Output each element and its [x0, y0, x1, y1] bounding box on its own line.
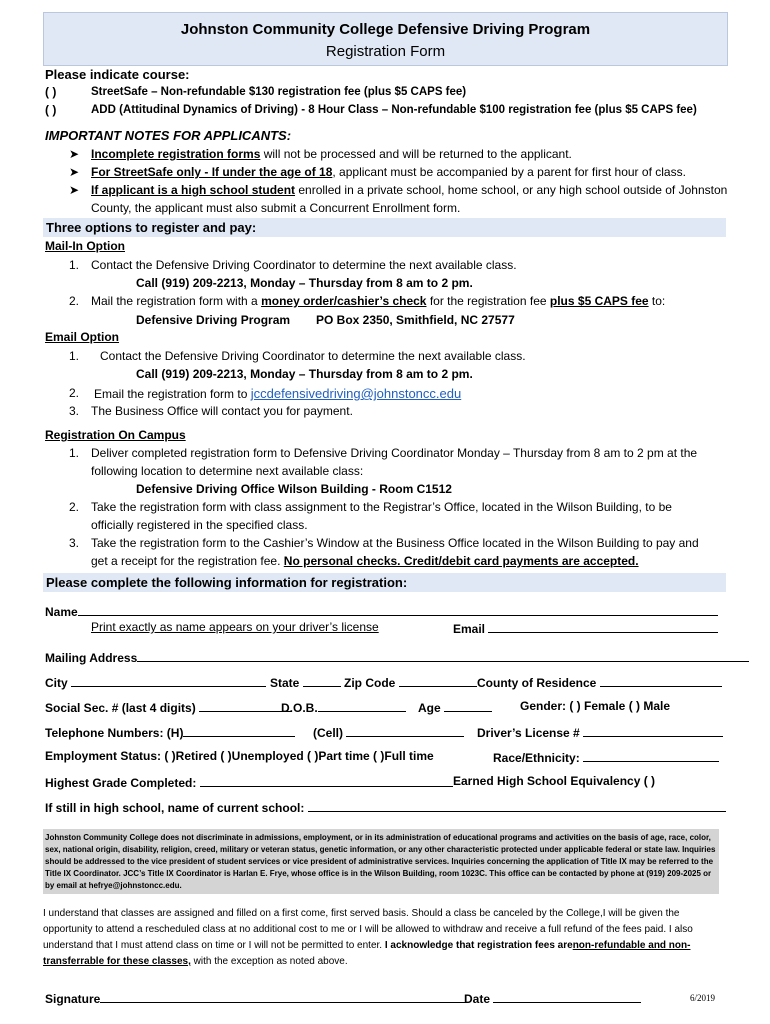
campus-step-1-num: 1.	[69, 446, 80, 460]
dob-field[interactable]: D.O.B.	[281, 699, 406, 716]
campus-step-1-cont: following location to determine next available class:	[91, 464, 364, 478]
email-call-info: Call (919) 209-2213, Monday – Thursday from 8 am to 2 pm.	[136, 367, 473, 381]
mail-step-2: Mail the registration form with a money order/cashier’s check for the registration fee plus $5 CAPS fee to:	[91, 294, 666, 308]
date-field[interactable]: Date	[464, 990, 641, 1007]
arrow-bullet-icon: ➤	[69, 183, 80, 197]
ssn-field[interactable]: Social Sec. # (last 4 digits)	[45, 699, 291, 716]
email-step-3-num: 3.	[69, 404, 80, 418]
equivalency-checkbox[interactable]: Earned High School Equivalency ( )	[453, 774, 656, 788]
age-field[interactable]: Age	[418, 699, 492, 716]
email-address-link[interactable]: jccdefensivedriving@johnstoncc.edu	[250, 386, 462, 401]
email-step-2-num: 2.	[69, 386, 80, 400]
section-options: Three options to register and pay:	[43, 218, 726, 237]
notes-heading: IMPORTANT NOTES FOR APPLICANTS:	[45, 128, 292, 143]
email-heading: Email Option	[45, 330, 120, 344]
mail-step-2-num: 2.	[69, 294, 80, 308]
mailing-address-field[interactable]: Mailing Address	[45, 649, 749, 666]
zip-code-field[interactable]: Zip Code	[344, 674, 477, 691]
mail-address-name: Defensive Driving Program	[136, 313, 291, 327]
mail-step-1-num: 1.	[69, 258, 80, 272]
mail-heading: Mail-In Option	[45, 239, 125, 253]
acknowledgement-text: I understand that classes are assigned and filled on a first come, first served basis. Should a class be canceled by the College,I will be given the opportunity to attend a rescheduled class at no additional cost to me or I will be allowed to withdraw and receive a full refund of the fees paid. I also understand that I must attend class on time or I will not be permitted to enter. I acknowledge that registration fees arenon-refundable and non-transferrable for these classes, with the exception as noted above.	[43, 908, 693, 967]
email-step-3: The Business Office will contact you for payment.	[91, 404, 353, 418]
mail-address-box: PO Box 2350, Smithfield, NC 27577	[316, 313, 515, 327]
name-field[interactable]: Name	[45, 603, 718, 620]
revision-date: 6/2019	[690, 993, 716, 1003]
current-school-field[interactable]: If still in high school, name of current school:	[45, 799, 726, 816]
state-field[interactable]: State	[270, 674, 341, 691]
campus-heading: Registration On Campus	[45, 428, 186, 442]
note-streetsafe-age: For StreetSafe only - If under the age of 18, applicant must be accompanied by a parent for first hour of class.	[91, 165, 686, 179]
email-step-2: Email the registration form to jccdefensivedriving@johnstoncc.edu	[94, 386, 462, 401]
campus-step-3-cont: get a receipt for the registration fee. No personal checks. Credit/debit card payments are accepted.	[91, 554, 639, 568]
county-field[interactable]: County of Residence	[477, 674, 722, 691]
cell-phone-field[interactable]: (Cell)	[313, 724, 464, 741]
course-checkbox-add[interactable]: ( )	[45, 103, 57, 117]
highest-grade-field[interactable]: Highest Grade Completed:	[45, 774, 453, 791]
nondiscrimination-notice: Johnston Community College does not discriminate in admissions, employment, or in its administration of educational programs and activities on the basis of age, race, color, sex, national origin, disability, religion, creed, military or veteran status, genetic information, or any other characteristic protected under applicable federal or state law. Inquiries should be addressed to the vice president of student services or vice president of administrative services. Inquiries concerning the application of Title IX may be referred to the Title IX Coordinator. JCC’s Title IX Coordinator is Harlan E. Frye, whose office is in the Wilson Building, room 1023C. This office can be contacted by phone at (919) 209-2025 or by email at hefrye@johnstoncc.edu.	[43, 829, 719, 894]
form-header	[43, 12, 728, 66]
campus-office: Defensive Driving Office Wilson Building - Room C1512	[136, 482, 452, 496]
course-prompt: Please indicate course:	[45, 67, 190, 82]
campus-step-3: Take the registration form to the Cashier’s Window at the Business Office located in the Wilson Building to pay and	[91, 536, 699, 550]
email-step-1-num: 1.	[69, 349, 80, 363]
form-title: Johnston Community College Defensive Driving Program	[180, 21, 591, 38]
campus-step-2-cont: officially registered in the specified class.	[91, 518, 308, 532]
race-ethnicity-field[interactable]: Race/Ethnicity:	[493, 749, 719, 766]
signature-field[interactable]: Signature	[45, 990, 468, 1007]
form-subtitle: Registration Form	[325, 43, 446, 60]
campus-step-3-num: 3.	[69, 536, 80, 550]
mail-call-info: Call (919) 209-2213, Monday – Thursday from 8 am to 2 pm.	[136, 276, 473, 290]
email-step-1: Contact the Defensive Driving Coordinator to determine the next available class.	[100, 349, 526, 363]
employment-status-selector[interactable]: Employment Status: ( )Retired ( )Unemployed ( )Part time ( )Full time	[45, 749, 434, 763]
campus-step-2-num: 2.	[69, 500, 80, 514]
course-label-add: ADD (Attitudinal Dynamics of Driving) - 8 Hour Class – Non-refundable $100 registration fee (plus $5 CAPS fee)	[91, 104, 697, 116]
course-checkbox-streetsafe[interactable]: ( )	[45, 85, 57, 99]
campus-step-1: Deliver completed registration form to Defensive Driving Coordinator Monday – Thursday from 8 am to 2 pm at the	[91, 446, 698, 460]
note-high-school-cont: County, the applicant must also submit a Concurrent Enrollment form.	[91, 201, 461, 215]
gender-selector[interactable]: Gender: ( ) Female ( ) Male	[520, 699, 671, 713]
email-field[interactable]: Email	[453, 620, 718, 637]
campus-step-2: Take the registration form with class assignment to the Registrar’s Office, located in the Wilson Building, to be	[91, 500, 672, 514]
note-high-school: If applicant is a high school student enrolled in a private school, home school, or any high school outside of Johnston	[91, 183, 728, 197]
mail-step-1: Contact the Defensive Driving Coordinator to determine the next available class.	[91, 258, 517, 272]
arrow-bullet-icon: ➤	[69, 165, 80, 179]
section-registration-info: Please complete the following information for registration:	[43, 573, 726, 592]
note-incomplete: Incomplete registration forms will not be processed and will be returned to the applicant.	[91, 147, 572, 161]
drivers-license-field[interactable]: Driver’s License #	[477, 724, 723, 741]
course-label-streetsafe: StreetSafe – Non-refundable $130 registration fee (plus $5 CAPS fee)	[91, 86, 467, 98]
city-field[interactable]: City	[45, 674, 266, 691]
name-hint: Print exactly as name appears on your driver’s license	[91, 620, 379, 634]
home-phone-field[interactable]: Telephone Numbers: (H)	[45, 724, 295, 741]
arrow-bullet-icon: ➤	[69, 147, 80, 161]
